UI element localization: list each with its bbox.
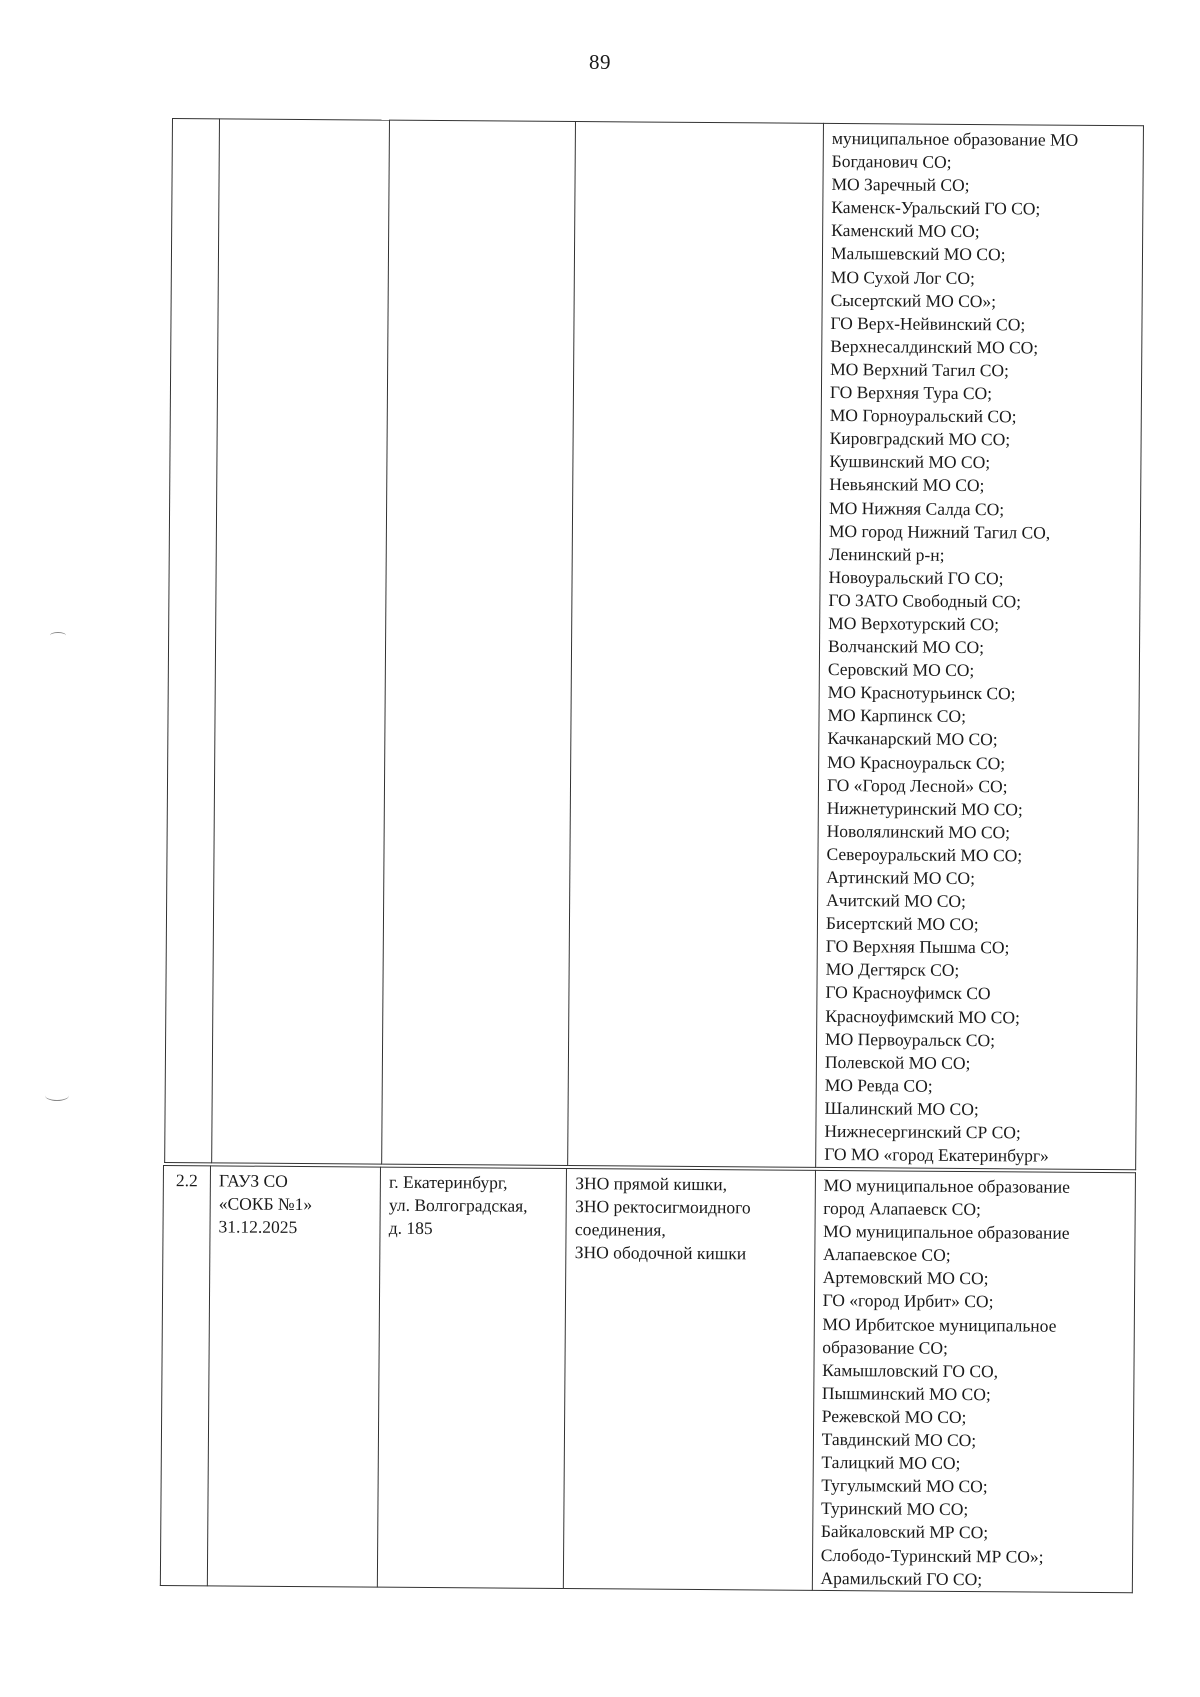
area-item: Невьянский МО СО; [829,474,985,496]
area-item: МО Верхний Тагил СО; [830,358,1010,381]
area-item: образование СО; [822,1336,948,1358]
area-item: Туринский МО СО; [821,1498,969,1520]
area-item: Новоуральский ГО СО; [828,566,1004,589]
area-item: ГО Верхняя Тура СО; [829,381,993,404]
organization-lines [218,1166,374,1239]
area-item: Талицкий МО СО; [821,1452,961,1474]
address-lines [389,1168,561,1242]
area-item: Сысертский МО СО»; [830,289,997,311]
scan-artifact-mark [45,1090,69,1101]
area-item: МО Первоуральск СО; [825,1028,996,1050]
address-cell [382,120,576,1165]
area-item: Новолялинский МО СО; [826,820,1011,843]
area-item: Арамильский ГО СО; [820,1567,983,1589]
area-item: МО Карпинск СО; [827,705,967,727]
assignment-table-continuation [164,118,1144,1170]
address-line: г. Екатеринбург, [389,1171,508,1193]
area-item: Бисертский МО СО; [825,913,979,935]
area-item: ГО Верх-Нейвинский СО; [830,312,1026,335]
area-item: Ачитский МО СО; [826,890,967,912]
area-item: МО Верхотурский СО; [828,612,1000,635]
diagnosis-line: соединения, [574,1219,666,1240]
area-item: Красноуфимский МО СО; [825,1005,1020,1027]
page-number: 89 [589,50,611,74]
area-item: Богданович СО; [831,151,952,172]
area-item: МО Краснотурьинск СО; [827,682,1016,704]
assignment-table-row-2-2 [160,1165,1136,1593]
area-item: ГО Верхняя Пышма СО; [825,936,1010,958]
row-number: 2.2 [175,1170,198,1191]
areas-list [824,124,1137,1168]
area-item: Каменск-Уральский ГО СО; [831,197,1041,219]
area-item: Пышминский МО СО; [821,1382,991,1405]
area-item: Кушвинский МО СО; [829,451,991,473]
area-item: город Алапаевск СО; [823,1198,981,1220]
area-item: Нижнетуринский МО СО; [826,797,1023,820]
scan-artifact-mark [50,632,66,639]
organization-line: ГАУЗ СО [218,1170,288,1191]
area-item: Нижнесергинский СР СО; [824,1120,1021,1143]
address-line: д. 185 [388,1217,433,1239]
area-item: Слободо-Туринский МР СО»; [820,1544,1044,1567]
row-number-cell [165,119,220,1163]
area-item: Малышевский МО СО; [830,243,1006,265]
area-item: Артемовский МО СО; [822,1267,989,1289]
area-item: муниципальное образование МО [831,127,1079,150]
area-item: МО Сухой Лог СО; [830,266,975,288]
area-item: МО Нижняя Салда СО; [829,497,1005,519]
address-line: ул. Волгоградская, [388,1194,528,1216]
area-item: ГО «Город Лесной» СО; [826,774,1008,796]
area-item: Режевской МО СО; [821,1405,967,1427]
area-item: Каменский МО СО; [831,220,980,242]
area-item: МО Ревда СО; [824,1074,933,1096]
area-item: Тавдинский МО СО; [821,1428,977,1451]
organization-cell [212,119,390,1164]
area-item: МО Дегтярск СО; [825,959,960,981]
diagnoses-cell [564,1169,815,1591]
address-cell [378,1167,567,1588]
table-row [165,119,1144,1170]
area-item: Серовский МО СО; [827,659,975,681]
diagnosis-line: ЗНО ректосигмоидного [575,1196,751,1218]
area-item: ГО Красноуфимск СО [825,982,991,1004]
area-item: МО Горноуральский СО; [829,405,1017,427]
area-item: Верхнесалдинский МО СО; [830,335,1039,358]
area-item: МО Красноуральск СО; [827,751,1006,773]
area-item: МО Ирбитское муниципальное [822,1313,1057,1336]
area-item: Качканарский МО СО; [827,728,998,750]
areas-list [820,1171,1128,1592]
area-item: Байкаловский МР СО; [820,1521,989,1543]
area-item: Полевской МО СО; [824,1051,971,1073]
area-item: Тугулымский МО СО; [821,1475,988,1497]
diagnosis-line: ЗНО ободочной кишки [574,1242,747,1264]
areas-cell [812,1170,1135,1592]
row-number-cell [160,1166,210,1586]
organization-line: 31.12.2025 [218,1216,298,1238]
area-item: Алапаевское СО; [822,1244,951,1266]
area-item: ГО ЗАТО Свободный СО; [828,589,1022,612]
area-item: Волчанский МО СО; [827,636,985,658]
organization-line: «СОКБ №1» [218,1193,313,1215]
area-item: Артинский МО СО; [826,866,976,889]
area-item: ГО «город Ирбит» СО; [822,1290,994,1312]
area-item: Камышловский ГО СО, [822,1359,999,1382]
area-item: Ленинский р-н; [828,543,945,565]
diagnoses-cell [568,122,824,1168]
area-item: МО муниципальное образование [823,1221,1070,1243]
area-item: Кировградский МО СО; [829,428,1011,450]
area-item: Шалинский МО СО; [824,1097,979,1120]
area-item: ГО МО «город Екатеринбург» [824,1144,1049,1166]
organization-cell [207,1166,380,1587]
diagnosis-line: ЗНО прямой кишки, [575,1173,728,1195]
table-row [160,1166,1135,1593]
diagnoses-lines [575,1169,809,1266]
areas-cell [816,123,1144,1169]
area-item: МО муниципальное образование [823,1174,1070,1197]
area-item: МО Заречный СО; [831,174,970,196]
area-item: МО город Нижний Тагил СО, [828,520,1051,543]
area-item: Североуральский МО СО; [826,843,1023,866]
